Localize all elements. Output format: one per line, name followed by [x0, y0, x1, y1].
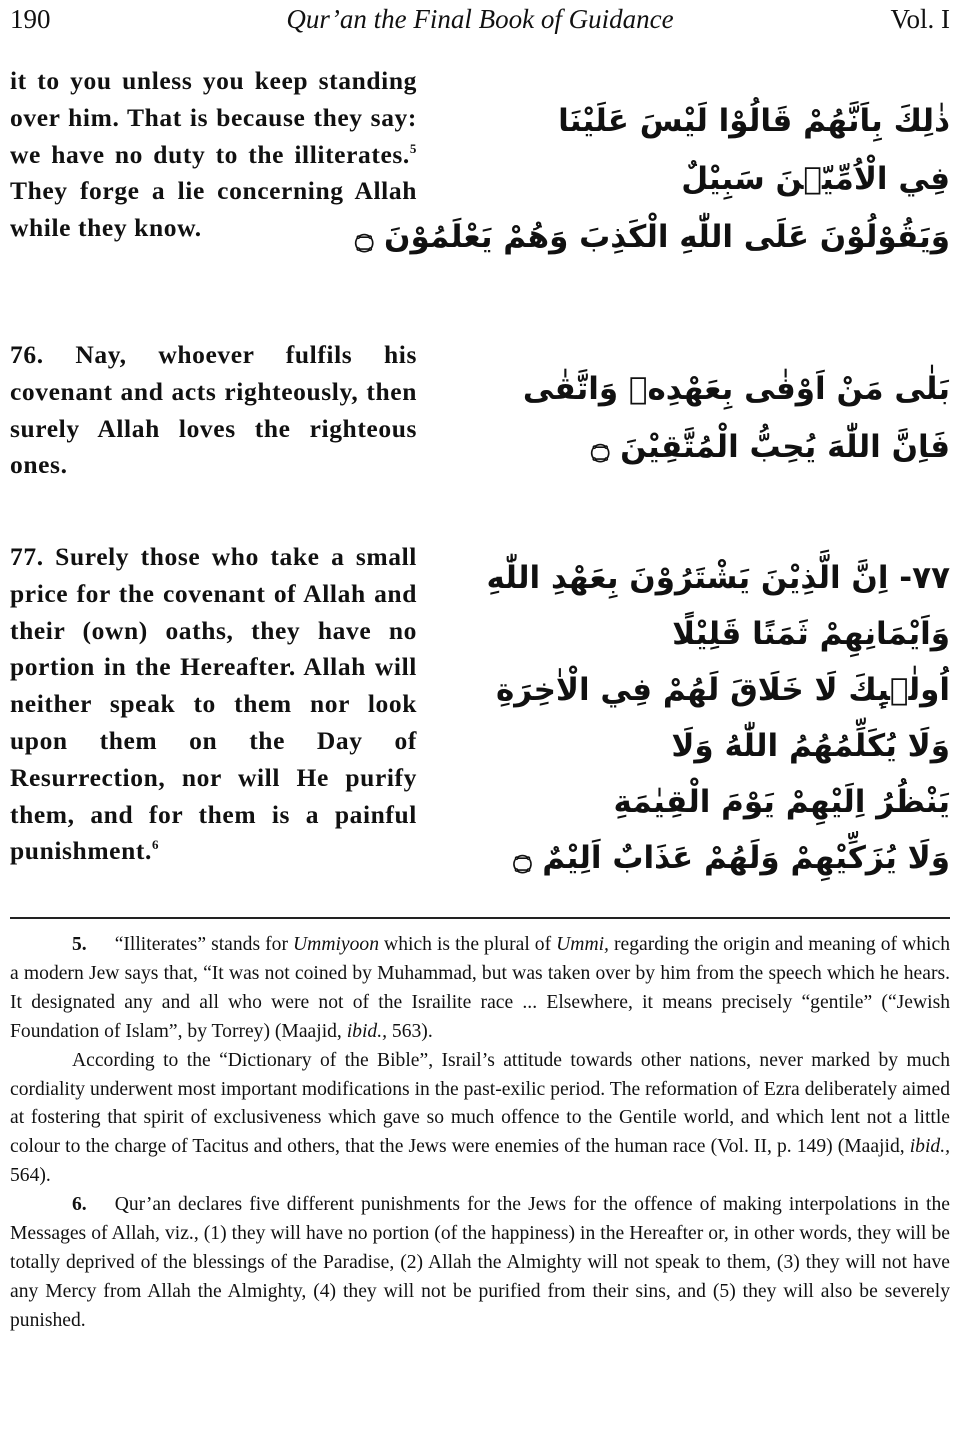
book-title: Qur’an the Final Book of Guidance: [286, 4, 674, 34]
arabic-line: وَيَقُوْلُوْنَ عَلَى اللّٰهِ الْكَذِبَ وَهُمْ يَعْلَمُوْنَ ۝: [355, 219, 950, 255]
footnote-italic: Ummi,: [556, 934, 609, 955]
verse-77-translation: [10, 539, 417, 870]
footnote-italic: ibid.,: [346, 1020, 388, 1042]
footnote-divider: [10, 917, 950, 919]
arabic-line: وَلَا يُزَكِّيْهِمْ وَلَهُمْ عَذَابٌ اَلِيْمٌ ۝: [513, 840, 950, 876]
arabic-line: وَلَا يُكَلِّمُهُمُ اللّٰهُ وَلَا: [671, 728, 950, 764]
footnote-5-paragraph-2: [10, 1047, 950, 1192]
verse-75-text-cont: They forge a lie concerning Allah while they know.: [10, 176, 417, 243]
verse-77-text: 77. Surely those who take a small price for the covenant of Allah and their (own) oaths, they have no portion in the Hereafter. Allah will neither speak to them nor look upon them on the Day of Resurrection, nor will He purify them, and for them is a painful punishment.: [10, 542, 417, 866]
volume-label: Vol. I: [890, 4, 950, 34]
footnote-italic: Ummiyoon: [293, 934, 380, 955]
arabic-line: اُولٰۗىِٕكَ لَا خَلَاقَ لَهُمْ فِي الْاٰخِرَةِ: [495, 672, 950, 708]
footnote-6-paragraph: [10, 1191, 950, 1336]
footnote-6-number: 6.: [72, 1194, 87, 1216]
page-number: 190: [10, 4, 51, 34]
arabic-line: يَنْظُرُ اِلَيْهِمْ يَوْمَ الْقِيٰمَةِ: [613, 784, 950, 820]
footnote-text: Qur’an declares five different punishments for the Jews for the offence of making interpolations in the Messages of Allah, viz., (1) they will have no portion (of the happiness) in the Hereafter or, in other words, they will be totally deprived of the blessings of the Paradise, (2) Allah the Almighty will not speak to them, (3) they will not have any Mercy from Allah the Almighty, (4) they will not be purified from their sins, and (5) they will also be severely punished.: [10, 1194, 950, 1331]
footnote-5-paragraph-1: [10, 931, 950, 1047]
footnote-ref-6: 6: [151, 837, 160, 853]
footnote-text: 564).: [10, 1165, 51, 1187]
arabic-line: فَاِنَّ اللّٰهَ يُحِبُّ الْمُتَّقِيْنَ ۝: [591, 429, 950, 465]
arabic-line: بَلٰى مَنْ اَوْفٰى بِعَهْدِهٖ وَاتَّقٰى: [522, 371, 950, 407]
arabic-line: فِي الْاُمِّيّٖنَ سَبِيْلٌ: [681, 161, 950, 197]
arabic-line: ٧٧- اِنَّ الَّذِيْنَ يَشْتَرُوْنَ بِعَهْدِ اللّٰهِ: [486, 560, 950, 596]
verse-75-arabic: [355, 92, 950, 266]
verse-75-text: it to you unless you keep standing over him. That is because they say: we have no duty to the illiterates.: [10, 66, 417, 169]
arabic-line: وَاَيْمَانِهِمْ ثَمَنًا قَلِيْلًا: [672, 616, 950, 652]
footnote-text: According to the “Dictionary of the Bible”, Israil’s attitude towards other nations, never marked by much cordiality underwent most important modifications in the past-exilic period. The reformation of Ezra deliberately aimed at fostering that spirit of exclusiveness which gave so much offence to the Gentile world, and which lent not a little colour to the charge of Tacitus and others, that the Jews were enemies of the human race (Vol. II, p. 149) (Maajid,: [10, 1049, 950, 1158]
footnote-text: which is the plural of: [379, 934, 557, 955]
verse-77-arabic: [486, 550, 950, 886]
footnote-italic: ibid.,: [909, 1136, 950, 1158]
footnote-5-number: 5.: [72, 934, 87, 955]
footnote-text: “Illiterates” stands for: [114, 934, 294, 955]
footnote-text: regarding the origin and meaning of which a modern Jew says that, “It was not coined by Muhammad, but was taken over by him from the speech which he hears. It designated any and all who were not of the Israilite race ... Elsewhere, it means precisely “gentile” (“Jewish Foundation of Islam”, by Torrey) (Maajid,: [10, 934, 950, 1042]
verse-76-translation: [10, 337, 417, 484]
verse-76-text: 76. Nay, whoever fulfils his covenant and acts righteously, then surely Allah loves the righteous ones.: [10, 340, 417, 480]
footnotes: [10, 931, 950, 1336]
footnote-ref-5: 5: [409, 140, 417, 156]
footnote-text: 563).: [387, 1020, 433, 1042]
verse-76-arabic: [520, 360, 950, 476]
running-header: [10, 2, 950, 36]
arabic-line: ذٰلِكَ بِاَنَّهُمْ قَالُوْا لَيْسَ عَلَيْنَا: [558, 103, 950, 139]
